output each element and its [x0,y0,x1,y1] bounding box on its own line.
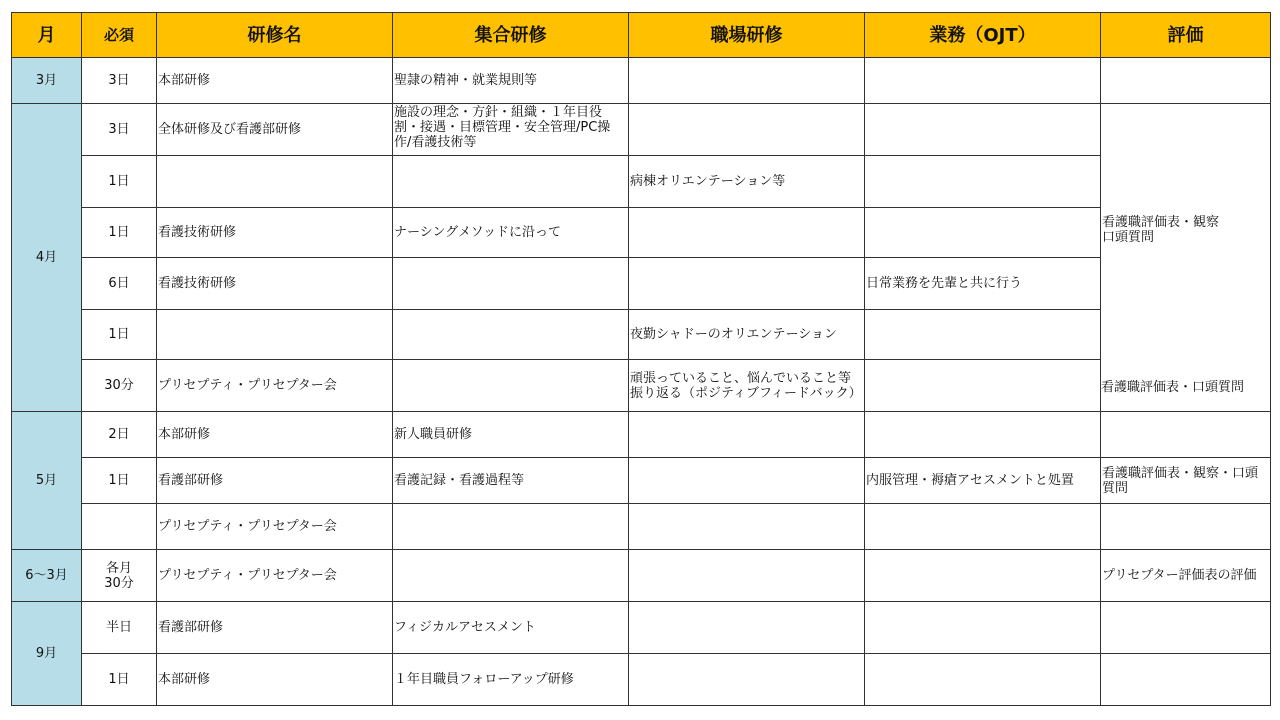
table-row [12,550,1271,602]
training-name-cell: 看護技術研修 [157,258,393,310]
evaluation-cell: 看護職評価表・観察・口頭質問 [1101,458,1271,504]
group-training-cell: フィジカルアセスメント [393,602,629,654]
training-name-cell: 看護部研修 [157,602,393,654]
required-cell [82,504,157,550]
workplace-training-cell [629,412,865,458]
workplace-training-cell [629,654,865,706]
group-training-cell [393,504,629,550]
header-ojt: 業務（OJT） [865,13,1101,58]
evaluation-cell [1101,504,1271,550]
month-cell: 5月 [12,412,82,550]
required-cell: 6日 [82,258,157,310]
table-row [12,654,1271,706]
table-row [12,258,1271,310]
required-cell: 1日 [82,310,157,360]
training-name-cell [157,310,393,360]
required-cell: 30分 [82,360,157,412]
header-group-training: 集合研修 [393,13,629,58]
ojt-cell: 内服管理・褥瘡アセスメントと処置 [865,458,1101,504]
workplace-training-cell [629,104,865,156]
required-cell: 1日 [82,458,157,504]
group-training-cell: 施設の理念・方針・組織・１年目役割・接遇・目標管理・安全管理/PC操作/看護技術等 [393,104,629,156]
group-training-cell: ナーシングメソッドに沿って [393,208,629,258]
training-name-cell: 本部研修 [157,58,393,104]
table-row [12,156,1271,208]
group-training-cell [393,550,629,602]
group-training-cell [393,360,629,412]
workplace-training-cell: 病棟オリエンテーション等 [629,156,865,208]
training-name-cell: プリセプティ・プリセプター会 [157,550,393,602]
table-row [12,208,1271,258]
training-name-cell: 全体研修及び看護部研修 [157,104,393,156]
workplace-training-cell [629,602,865,654]
training-name-cell: プリセプティ・プリセプター会 [157,504,393,550]
workplace-training-cell: 頑張っていること、悩んでいること等振り返る（ポジティブフィードバック） [629,360,865,412]
month-cell: 3月 [12,58,82,104]
training-name-cell: 看護技術研修 [157,208,393,258]
ojt-cell [865,412,1101,458]
training-name-cell: プリセプティ・プリセプター会 [157,360,393,412]
evaluation-cell: プリセプター評価表の評価 [1101,550,1271,602]
group-training-cell: 聖隷の精神・就業規則等 [393,58,629,104]
table-row [12,504,1271,550]
table-row [12,58,1271,104]
ojt-cell [865,58,1101,104]
table-row [12,412,1271,458]
evaluation-cell [1101,654,1271,706]
header-month: 月 [12,13,82,58]
ojt-cell [865,104,1101,156]
workplace-training-cell [629,258,865,310]
required-cell: 各月 30分 [82,550,157,602]
required-cell: 1日 [82,156,157,208]
ojt-cell [865,360,1101,412]
ojt-cell [865,310,1101,360]
ojt-cell: 日常業務を先輩と共に行う [865,258,1101,310]
required-cell: 1日 [82,654,157,706]
workplace-training-cell [629,458,865,504]
table-row [12,104,1271,156]
required-cell: 3日 [82,58,157,104]
evaluation-cell: 看護職評価表・観察 口頭質問 [1101,104,1271,412]
training-name-cell [157,156,393,208]
month-cell: 9月 [12,602,82,706]
table-row [12,310,1271,360]
table-row [12,360,1271,412]
workplace-training-cell [629,58,865,104]
group-training-cell: 新人職員研修 [393,412,629,458]
ojt-cell [865,654,1101,706]
group-training-cell [393,310,629,360]
ojt-cell [865,208,1101,258]
table-row [12,458,1271,504]
ojt-cell [865,602,1101,654]
table-row [12,602,1271,654]
required-cell: 1日 [82,208,157,258]
header-training-name: 研修名 [157,13,393,58]
april-final-evaluation: 看護職評価表・口頭質問 [1101,380,1267,395]
workplace-training-cell: 夜勤シャドーのオリエンテーション [629,310,865,360]
group-training-cell: 看護記録・看護過程等 [393,458,629,504]
ojt-cell [865,504,1101,550]
training-schedule-table [11,12,1271,706]
training-name-cell: 看護部研修 [157,458,393,504]
workplace-training-cell [629,504,865,550]
month-cell: 6～3月 [12,550,82,602]
required-cell: 2日 [82,412,157,458]
required-cell: 半日 [82,602,157,654]
group-training-cell: １年目職員フォローアップ研修 [393,654,629,706]
training-name-cell: 本部研修 [157,412,393,458]
workplace-training-cell [629,208,865,258]
training-name-cell: 本部研修 [157,654,393,706]
header-evaluation: 評価 [1101,13,1271,58]
ojt-cell [865,550,1101,602]
required-cell: 3日 [82,104,157,156]
group-training-cell [393,258,629,310]
group-training-cell [393,156,629,208]
header-row [12,13,1271,58]
workplace-training-cell [629,550,865,602]
evaluation-cell [1101,412,1271,458]
header-workplace-training: 職場研修 [629,13,865,58]
ojt-cell [865,156,1101,208]
evaluation-cell [1101,58,1271,104]
header-required: 必須 [82,13,157,58]
month-cell: 4月 [12,104,82,412]
evaluation-cell [1101,602,1271,654]
